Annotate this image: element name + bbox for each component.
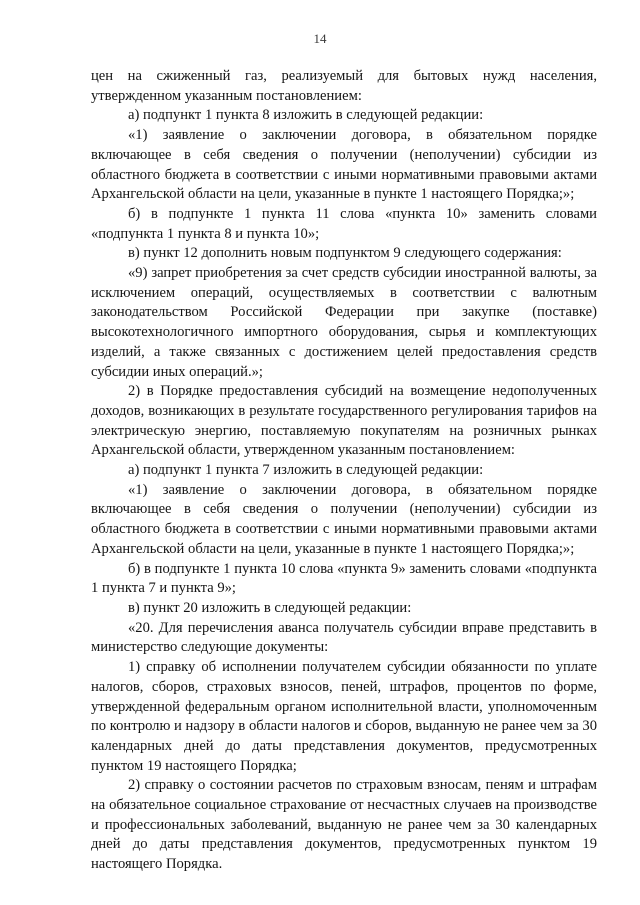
paragraph-continuation: цен на сжиженный газ, реализуемый для бытовых нужд населения, утвержденном указанным постановлением: (91, 68, 597, 104)
document-body (91, 67, 597, 875)
paragraph-item-v-first: в) пункт 12 дополнить новым подпунктом 9 следующего содержания: (128, 245, 562, 262)
paragraph-item-v-second: в) пункт 20 изложить в следующей редакции: (128, 599, 412, 616)
paragraph-item-a-second: а) подпункт 1 пункта 7 изложить в следующей редакции: (128, 462, 484, 479)
paragraph-quote-application-first: «1) заявление о заключении договора, в обязательном порядке включающее в себя сведения о получении (неполучении) субсидии из областного бюджета в соответствии с иными нормативными правовыми актами Архангельской области на цели, указанные в пункте 1 настоящего Порядка;»; (91, 127, 597, 203)
paragraph-quote-currency-ban: «9) запрет приобретения за счет средств субсидии иностранной валюты, за исключением операций, осуществляемых в соответствии с валютным законодательством Российской Федерации при закупке (поставке) высокотехнологичного импортного оборудования, сырья и комплектующих изделий, а также связанных с достижением целей предоставления средств субсидии иных операций.»; (91, 265, 597, 380)
paragraph-item-b-second: б) в подпункте 1 пункта 10 слова «пункта 9» заменить словами «подпункта 1 пункта 7 и пункта 9»; (91, 560, 597, 597)
paragraph-subitem-2-insurance-certificate: 2) справку о состоянии расчетов по страховым взносам, пеням и штрафам на обязательное социальное страхование от несчастных случаев на производстве и профессиональных заболеваний, выданную не ранее чем за 30 календарных дней до даты представления документов, предусмотренных пунктом 19 настоящего Порядка. (91, 777, 597, 873)
paragraph-subitem-1-tax-certificate: 1) справку об исполнении получателем субсидии обязанности по уплате налогов, сборов, страховых взносов, пеней, штрафов, процентов по форме, утвержденной федеральным органом исполнительной власти, уполномоченным по контролю и надзору в области налогов и сборов, выданную не ранее чем за 30 календарных дней до даты представления документов, предусмотренных пунктом 19 настоящего Порядка; (91, 659, 597, 774)
paragraph-item-b-first: б) в подпункте 1 пункта 11 слова «пункта 10» заменить словами «подпункта 1 пункта 8 и пункта 10»; (91, 205, 597, 242)
paragraph-item-a-first: а) подпункт 1 пункта 8 изложить в следующей редакции: (128, 107, 484, 124)
page-number: 14 (313, 31, 327, 46)
paragraph-quote-application-second: «1) заявление о заключении договора, в обязательном порядке включающее в себя сведения о получении (неполучении) субсидии из областного бюджета в соответствии с иными нормативными правовыми актами Архангельской области на цели, указанные в пункте 1 настоящего Порядка;»; (91, 481, 597, 557)
paragraph-quote-advance: «20. Для перечисления аванса получатель субсидии вправе представить в министерство следующие документы: (91, 619, 597, 656)
paragraph-item-2: 2) в Порядке предоставления субсидий на возмещение недополученных доходов, возникающих в результате государственного регулирования тарифов на электрическую энергию, поставляемую покупателям на розничных рынках Архангельской области, утвержденном указанным постановлением: (91, 383, 597, 459)
